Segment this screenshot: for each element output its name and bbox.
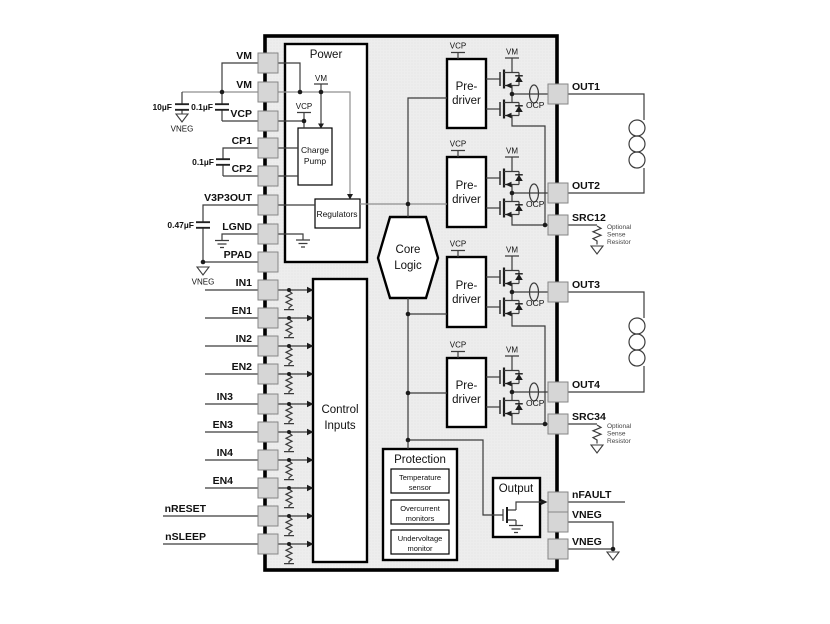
sense-note: Resistor <box>607 438 631 445</box>
pin-label: VCP <box>230 108 252 120</box>
pin-label: PPAD <box>223 249 252 261</box>
sense-note: Optional <box>607 224 632 231</box>
protection-label: Protection <box>394 454 446 466</box>
pin-out4 <box>548 382 568 402</box>
pin-label: VM <box>236 79 252 91</box>
vm-rail-label: VM <box>506 146 518 156</box>
undervoltage-monitor-label: monitor <box>407 544 433 553</box>
regulators-label: Regulators <box>316 209 358 219</box>
capacitor-vcp-icon <box>215 104 229 110</box>
vneg-arrow-icon <box>591 445 603 453</box>
vcp-rail-label: VCP <box>449 239 467 249</box>
pin-out2 <box>548 183 568 203</box>
pin-out3 <box>548 282 568 302</box>
pin-label: IN3 <box>216 391 233 403</box>
sense-resistor-icon <box>568 225 601 245</box>
pin-en2 <box>258 364 278 384</box>
capacitor-flying-icon <box>216 159 230 165</box>
pin-label: VM <box>236 50 252 62</box>
pin-src34 <box>548 414 568 434</box>
pin-cp1 <box>258 138 278 158</box>
pin-label: VNEG <box>572 509 602 521</box>
vm-rail-label: VM <box>315 74 327 83</box>
pin-label: EN1 <box>231 305 252 317</box>
ocp-label: OCP <box>526 100 545 110</box>
power-label: Power <box>309 49 343 61</box>
pin-label: OUT2 <box>572 180 601 192</box>
pin-vcp <box>258 111 278 131</box>
cap-value: 0.47µF <box>167 220 194 230</box>
pin-label: nSLEEP <box>165 531 206 543</box>
pin-nreset <box>258 506 278 526</box>
cap-value: 0.1µF <box>192 157 214 167</box>
charge-pump-label: Charge <box>301 145 329 155</box>
motor-coil-icon <box>629 318 645 366</box>
pin-out1 <box>548 84 568 104</box>
pin-label: EN4 <box>212 475 233 487</box>
pin-ppad <box>258 252 278 272</box>
vm-rail-label: VM <box>506 345 518 355</box>
vcp-rail-label: VCP <box>295 102 313 111</box>
predriver-label: driver <box>452 294 481 306</box>
vneg-label: VNEG <box>191 277 215 287</box>
pin-vm-2 <box>258 82 278 102</box>
control-inputs-label: Control <box>321 404 359 416</box>
pin-en4 <box>258 478 278 498</box>
predriver-block-2 <box>447 157 486 227</box>
ocp-label: OCP <box>526 398 545 408</box>
ground-icon <box>215 241 229 248</box>
pin-label: OUT1 <box>572 81 601 93</box>
pin-label: VNEG <box>572 536 602 548</box>
temperature-sensor-label: Temperature <box>398 473 442 482</box>
pin-label: V3P3OUT <box>204 192 252 204</box>
cap-value: 0.1µF <box>191 102 213 112</box>
vneg-arrow-icon <box>607 552 619 560</box>
cap-value: 10µF <box>152 102 172 112</box>
predriver-label: Pre- <box>455 380 478 392</box>
overcurrent-monitors-label: Overcurrent <box>400 504 440 513</box>
predriver-label: Pre- <box>455 81 478 93</box>
capacitor-10uf-icon <box>175 104 189 110</box>
external-left-wiring <box>163 63 278 544</box>
vm-rail-label: VM <box>506 47 518 57</box>
predriver-label: Pre- <box>455 180 478 192</box>
pin-en1 <box>258 308 278 328</box>
predriver-block-1 <box>447 59 486 128</box>
control-inputs-label: Inputs <box>324 420 356 432</box>
vcp-rail-label: VCP <box>449 340 467 350</box>
sense-note: Sense <box>607 430 626 438</box>
predriver-label: Pre- <box>455 280 478 292</box>
vneg-arrow-icon <box>591 246 603 254</box>
pin-vm-1 <box>258 53 278 73</box>
undervoltage-monitor-label: Undervoltage <box>397 534 443 543</box>
pin-vneg-2 <box>548 539 568 559</box>
output-label: Output <box>498 483 534 495</box>
vcp-rail-label: VCP <box>449 41 467 51</box>
pin-src12 <box>548 215 568 235</box>
pin-label: nRESET <box>164 503 206 515</box>
sense-note: Sense <box>607 231 626 239</box>
pin-label: IN4 <box>216 447 233 459</box>
pin-in1 <box>258 280 278 300</box>
pin-label: OUT4 <box>572 379 601 391</box>
charge-pump-label: Pump <box>303 156 327 166</box>
pin-nsleep <box>258 534 278 554</box>
pin-vneg-1 <box>548 512 568 532</box>
pin-lgnd <box>258 224 278 244</box>
ocp-label: OCP <box>526 199 545 209</box>
pin-label: EN3 <box>212 419 233 431</box>
vneg-label: VNEG <box>170 124 194 134</box>
predriver-label: driver <box>452 394 481 406</box>
core-logic-label: Core <box>395 244 421 256</box>
temperature-sensor-label: sensor <box>408 483 432 492</box>
sense-resistor-notes <box>607 224 632 445</box>
pin-label: LGND <box>222 221 252 233</box>
motor-coil-icon <box>629 120 645 168</box>
pin-nfault <box>548 492 568 512</box>
overcurrent-monitors-label: monitors <box>405 514 435 523</box>
core-logic-label: Logic <box>394 260 422 272</box>
pin-label: OUT3 <box>572 279 601 291</box>
pin-en3 <box>258 422 278 442</box>
predriver-label: driver <box>452 194 481 206</box>
pin-v3p3out <box>258 195 278 215</box>
pin-label: nFAULT <box>572 489 612 501</box>
vneg-arrow-icon <box>197 267 209 275</box>
predriver-block-3 <box>447 257 486 327</box>
sense-resistor-icon <box>568 424 601 444</box>
core-logic-block <box>378 217 438 298</box>
pin-label: SRC34 <box>572 411 606 423</box>
pin-label: IN1 <box>235 277 252 289</box>
pin-in2 <box>258 336 278 356</box>
sense-note: Optional <box>607 423 632 430</box>
sense-note: Resistor <box>607 239 631 246</box>
pin-cp2 <box>258 166 278 186</box>
pin-label: CP2 <box>231 163 252 175</box>
predriver-label: driver <box>452 95 481 107</box>
vneg-arrow-icon <box>176 114 188 122</box>
capacitor-v3p3-icon <box>196 222 210 228</box>
pin-label: SRC12 <box>572 212 606 224</box>
pin-label: CP1 <box>231 135 252 147</box>
pin-in4 <box>258 450 278 470</box>
ocp-label: OCP <box>526 298 545 308</box>
predriver-block-4 <box>447 358 486 427</box>
pin-label: EN2 <box>231 361 252 373</box>
vm-rail-label: VM <box>506 245 518 255</box>
pin-label: IN2 <box>235 333 252 345</box>
pin-in3 <box>258 394 278 414</box>
vcp-rail-label: VCP <box>449 139 467 149</box>
